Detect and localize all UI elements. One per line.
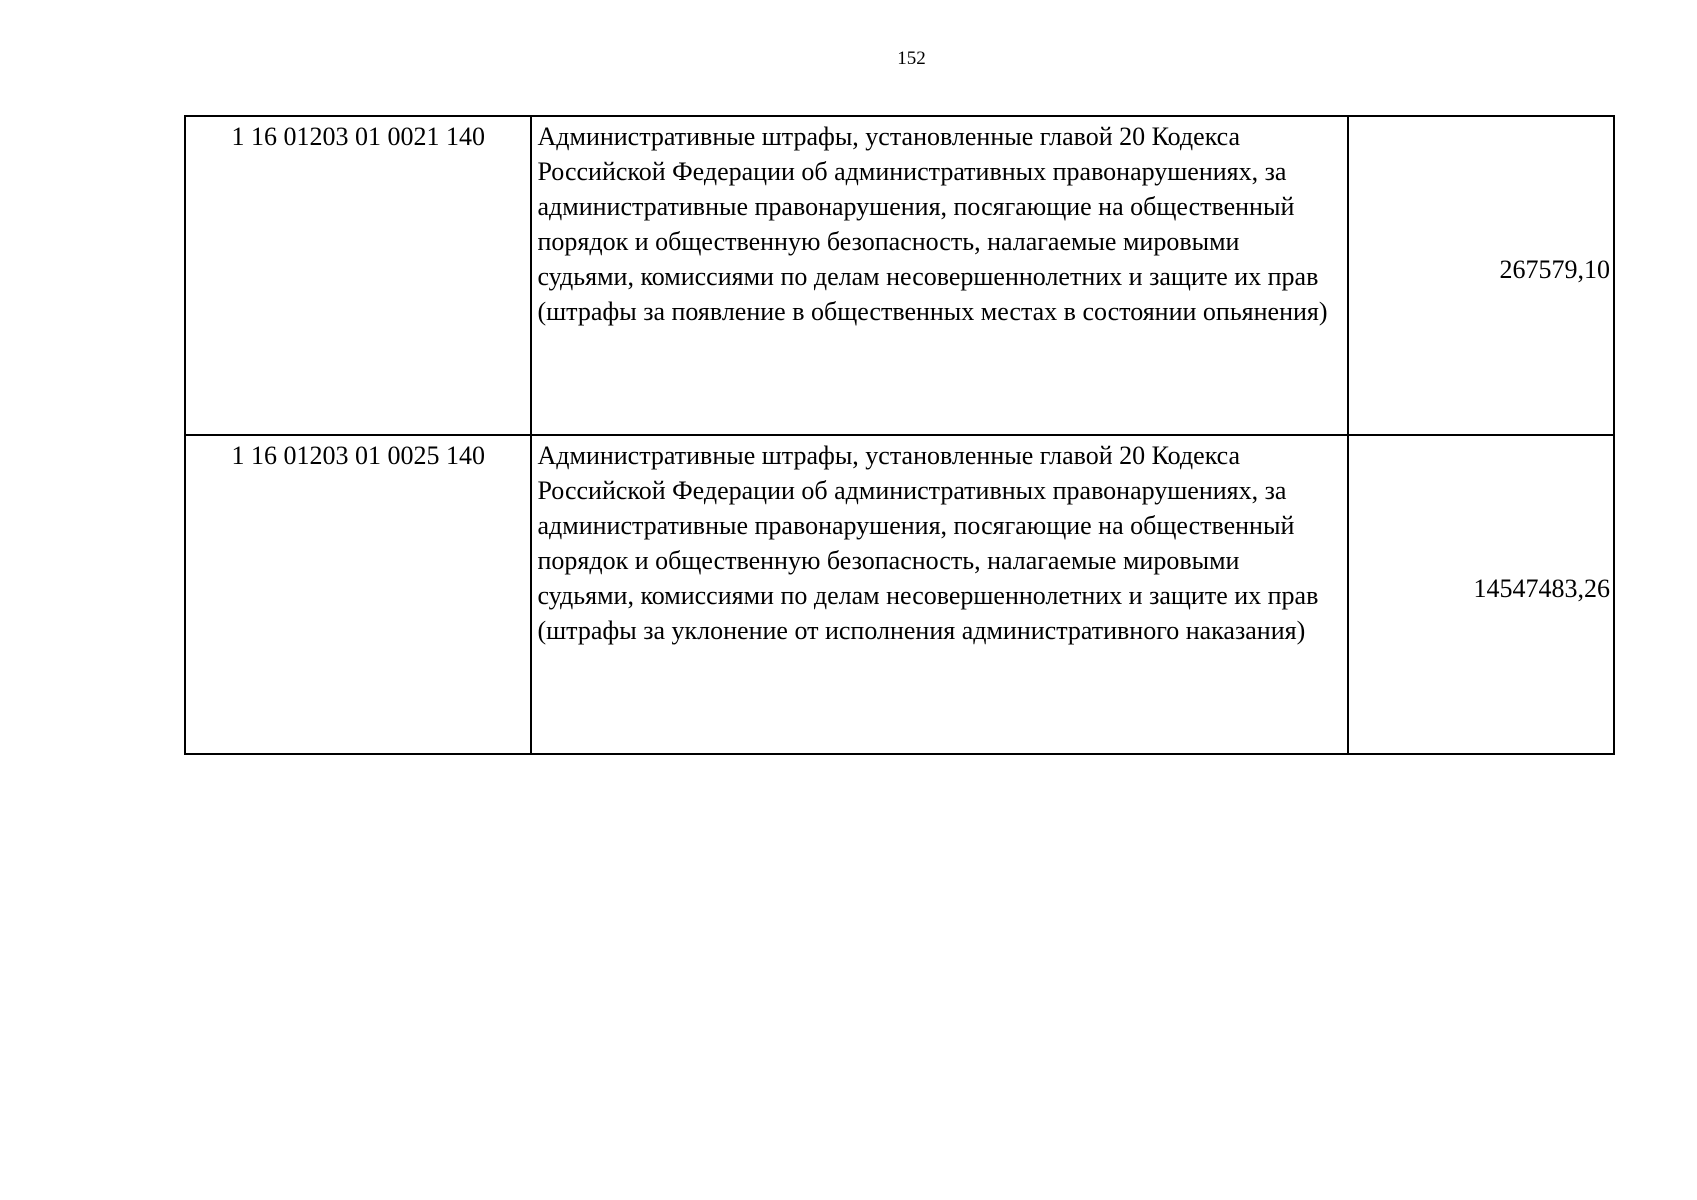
table-row xyxy=(185,116,1614,435)
description-cell: Административные штрафы, установленные главой 20 Кодекса Российской Федерации об административных правонарушениях, за административные правонарушения, посягающие на общественный порядок и общественную безопасность, налагаемые мировыми судьями, комиссиями по делам несовершеннолетних и защите их прав (штрафы за появление в общественных местах в состоянии опьянения) xyxy=(531,116,1347,435)
budget-code-cell: 1 16 01203 01 0021 140 xyxy=(185,116,531,435)
page-number: 152 xyxy=(897,48,926,69)
table-row xyxy=(185,435,1614,754)
amount-cell: 267579,10 xyxy=(1348,116,1614,435)
description-cell: Административные штрафы, установленные главой 20 Кодекса Российской Федерации об административных правонарушениях, за административные правонарушения, посягающие на общественный порядок и общественную безопасность, налагаемые мировыми судьями, комиссиями по делам несовершеннолетних и защите их прав (штрафы за уклонение от исполнения административного наказания) xyxy=(531,435,1347,754)
amount-cell: 14547483,26 xyxy=(1348,435,1614,754)
revenue-table xyxy=(184,115,1615,755)
budget-code-cell: 1 16 01203 01 0025 140 xyxy=(185,435,531,754)
